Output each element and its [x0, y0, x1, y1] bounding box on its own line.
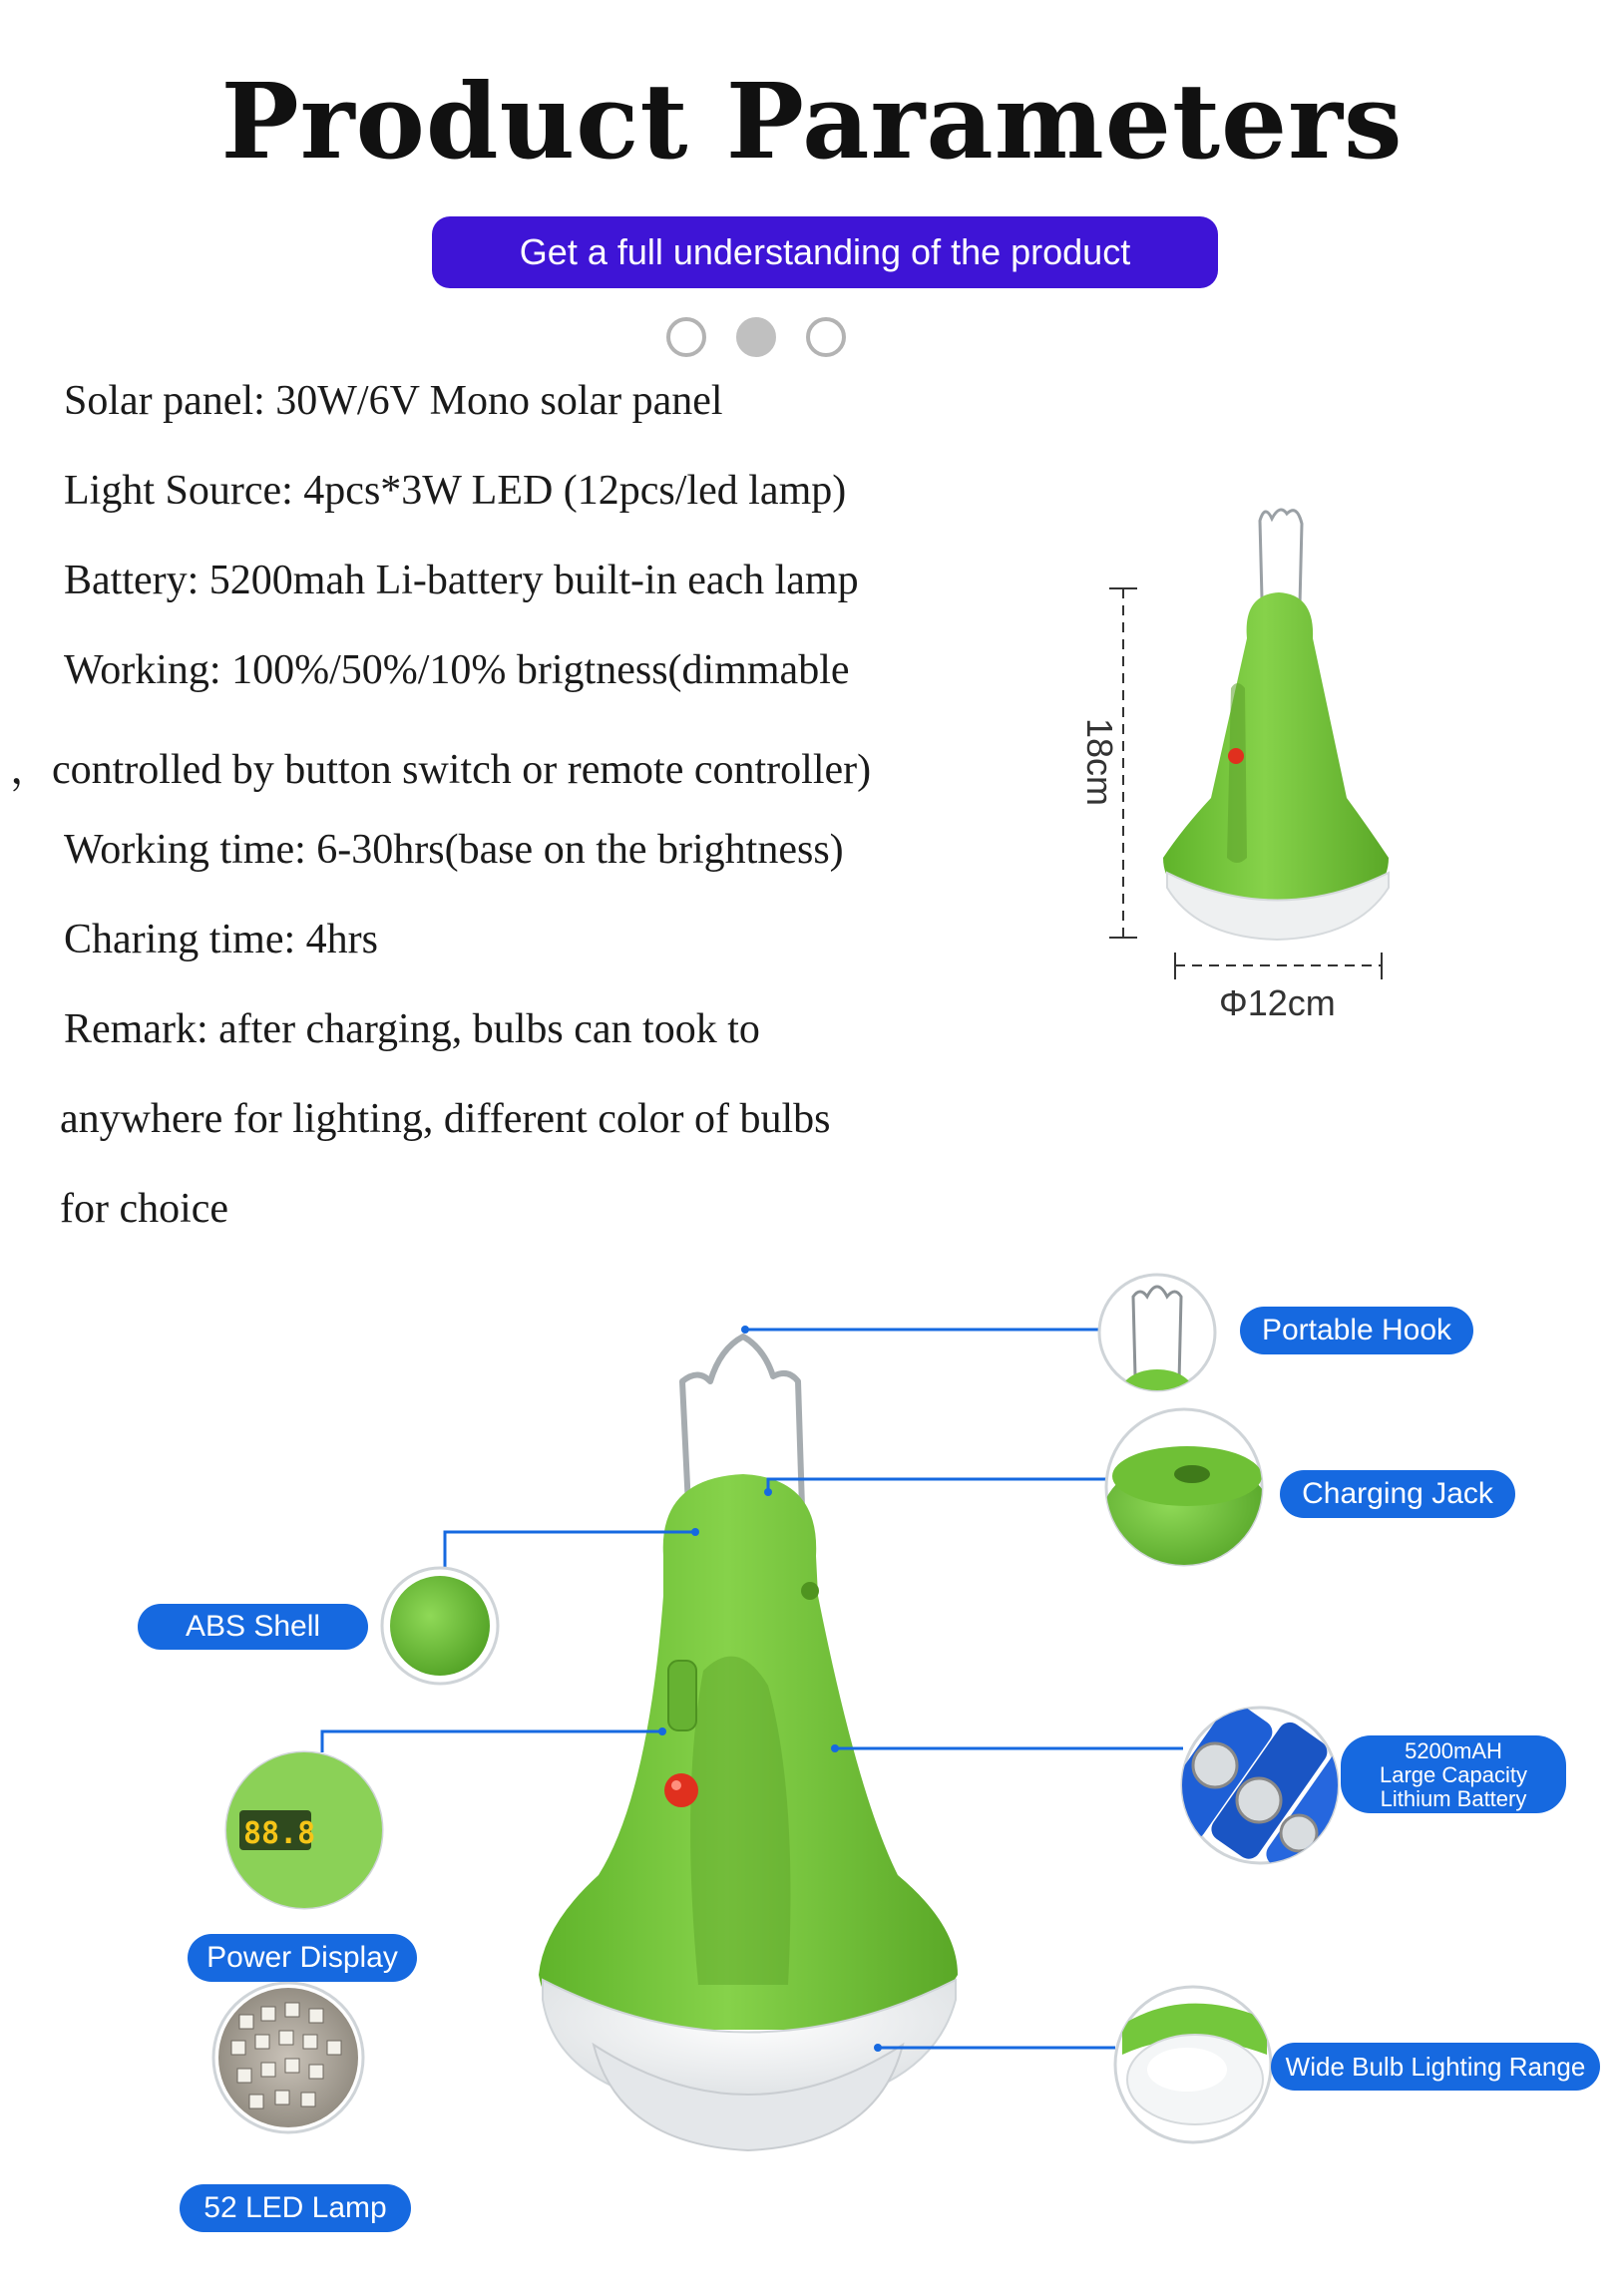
battery-label-line1: 5200mAH: [1405, 1738, 1502, 1763]
abs-shell-detail: [382, 1568, 498, 1684]
param-value: for choice: [60, 1186, 229, 1232]
param-value: anywhere for lighting, different color of bulbs: [60, 1096, 831, 1142]
param-value: 30W/6V Mono solar panel: [264, 378, 723, 424]
power-display-label: Power Display: [188, 1934, 417, 1982]
param-value: ，controlled by button switch or remote controller): [10, 747, 872, 793]
param-label: Working:: [64, 647, 221, 693]
height-dimension: 18cm: [1079, 718, 1120, 807]
subtitle-banner: Get a full understanding of the product: [432, 216, 1218, 288]
page-title: Product Parameters: [220, 60, 1404, 183]
dimension-lamp: [1163, 510, 1389, 940]
param-value: 4hrs: [295, 917, 378, 962]
param-label: Charing time:: [64, 917, 296, 962]
main-lamp: [539, 1337, 958, 2150]
power-display-detail: [219, 1750, 389, 1910]
diameter-dimension: Φ12cm: [1219, 982, 1336, 1023]
bulb-detail: [1115, 1987, 1271, 2142]
battery-label: [1341, 1735, 1566, 1813]
param-value: 4pcs*3W LED (12pcs/led lamp): [292, 468, 847, 514]
wide-bulb-label: Wide Bulb Lighting Range: [1271, 2043, 1600, 2091]
battery-label-line2: Large Capacity: [1380, 1762, 1527, 1787]
charging-jack-label: Charging Jack: [1280, 1470, 1515, 1518]
param-label: Battery:: [64, 558, 200, 603]
param-value: 5200mah Li-battery built-in each lamp: [199, 558, 859, 603]
param-value: after charging, bulbs can took to: [207, 1006, 760, 1052]
param-label: Solar panel:: [64, 378, 265, 424]
battery-label-line3: Lithium Battery: [1380, 1786, 1527, 1811]
portable-hook-label: Portable Hook: [1240, 1307, 1473, 1354]
param-label: Light Source:: [64, 468, 293, 514]
jack-detail: [1102, 1409, 1272, 1574]
param-value: 100%/50%/10% brigtness(dimmable: [220, 647, 850, 693]
led-lamp-label: 52 LED Lamp: [180, 2184, 411, 2232]
param-value: 6-30hrs(base on the brightness): [305, 827, 844, 873]
hook-detail: [1099, 1275, 1215, 1413]
led-detail: [213, 1983, 363, 2132]
power-display-digits: 88.8: [243, 1816, 316, 1851]
param-label: Working time:: [64, 827, 306, 873]
param-label: Remark:: [64, 1006, 208, 1052]
abs-shell-label: ABS Shell: [138, 1604, 368, 1650]
